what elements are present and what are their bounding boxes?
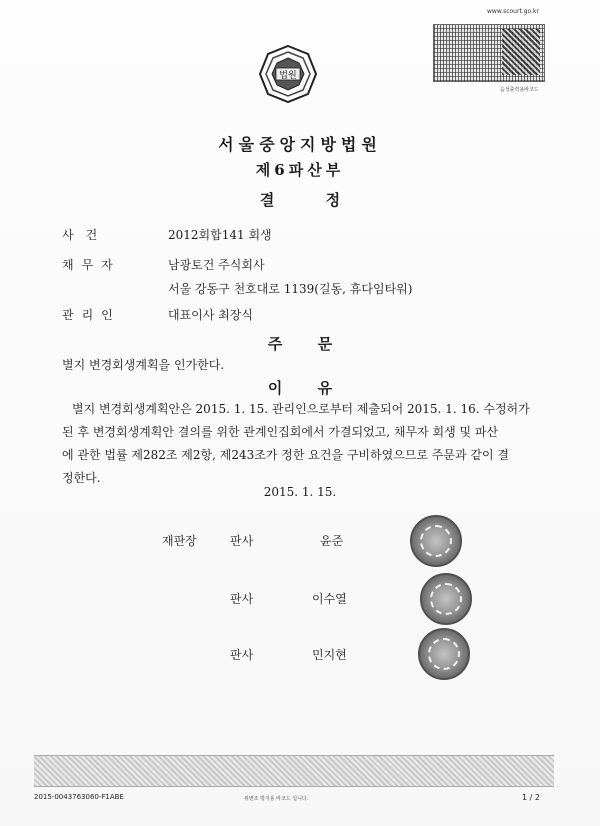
order-text: 별지 변경회생계획을 인가한다. xyxy=(62,358,225,372)
barcode-caption: 음성출력용바코드 xyxy=(500,87,539,93)
field-label-administrator: 관리인 xyxy=(62,308,121,322)
reason-title: 이 유 xyxy=(267,379,333,397)
reason-line-3: 에 관한 법률 제282조 제2항, 제243조가 정한 요건을 구비하였으므로 주문과 같이 결 xyxy=(62,448,509,462)
emblem-text: 법원 xyxy=(279,71,297,81)
anti-forgery-notice: 위변조 방지용 바코드 입니다. xyxy=(244,796,309,802)
judge-name-2: 이수열 xyxy=(312,592,347,606)
field-value-administrator: 대표이사 최장식 xyxy=(168,308,253,322)
field-label-debtor: 채무자 xyxy=(62,258,121,272)
judge-role-3: 판사 xyxy=(230,648,254,662)
order-title: 주 문 xyxy=(267,335,333,353)
document-type: 결 정 xyxy=(259,191,341,209)
reason-line-2: 된 후 변경회생계획안 결의를 위한 관계인집회에서 가결되었고, 채무자 회생 및 파산 xyxy=(62,425,499,439)
judge-seal-1 xyxy=(410,515,462,567)
judge-name-3: 민지현 xyxy=(312,648,347,662)
court-emblem-icon xyxy=(258,44,318,104)
judge-role-2: 판사 xyxy=(230,592,254,606)
field-value-debtor: 남광토건 주식회사 xyxy=(168,258,265,272)
decision-date: 2015. 1. 15. xyxy=(263,485,337,499)
judge-seal-2 xyxy=(420,573,472,625)
document-id: 2015-0043763060-F1ABE xyxy=(34,793,124,801)
court-name: 서울중앙지방법원 xyxy=(218,135,382,154)
chief-judge-label: 재판장 xyxy=(162,534,197,548)
reason-line-4: 정한다. xyxy=(62,471,101,485)
judge-seal-3 xyxy=(418,628,470,680)
voice-barcode xyxy=(433,24,545,82)
qr-code-icon xyxy=(502,29,540,75)
court-url: www.scourt.go.kr xyxy=(487,8,539,15)
division-name: 제6파산부 xyxy=(255,161,345,179)
judge-role-1: 판사 xyxy=(230,534,254,548)
field-value-case: 2012회합141 회생 xyxy=(168,228,272,242)
field-value-debtor-address: 서울 강동구 천호대로 1139(길동, 휴다임타워) xyxy=(168,282,413,296)
page-number: 1 / 2 xyxy=(522,793,540,802)
field-label-case: 사건 xyxy=(62,228,110,242)
reason-line-1: 별지 변경회생계획안은 2015. 1. 15. 관리인으로부터 제출되어 2015. 1. 16. 수정허가 xyxy=(72,402,530,416)
judge-name-1: 윤준 xyxy=(320,534,344,548)
anti-forgery-barcode xyxy=(34,755,554,787)
